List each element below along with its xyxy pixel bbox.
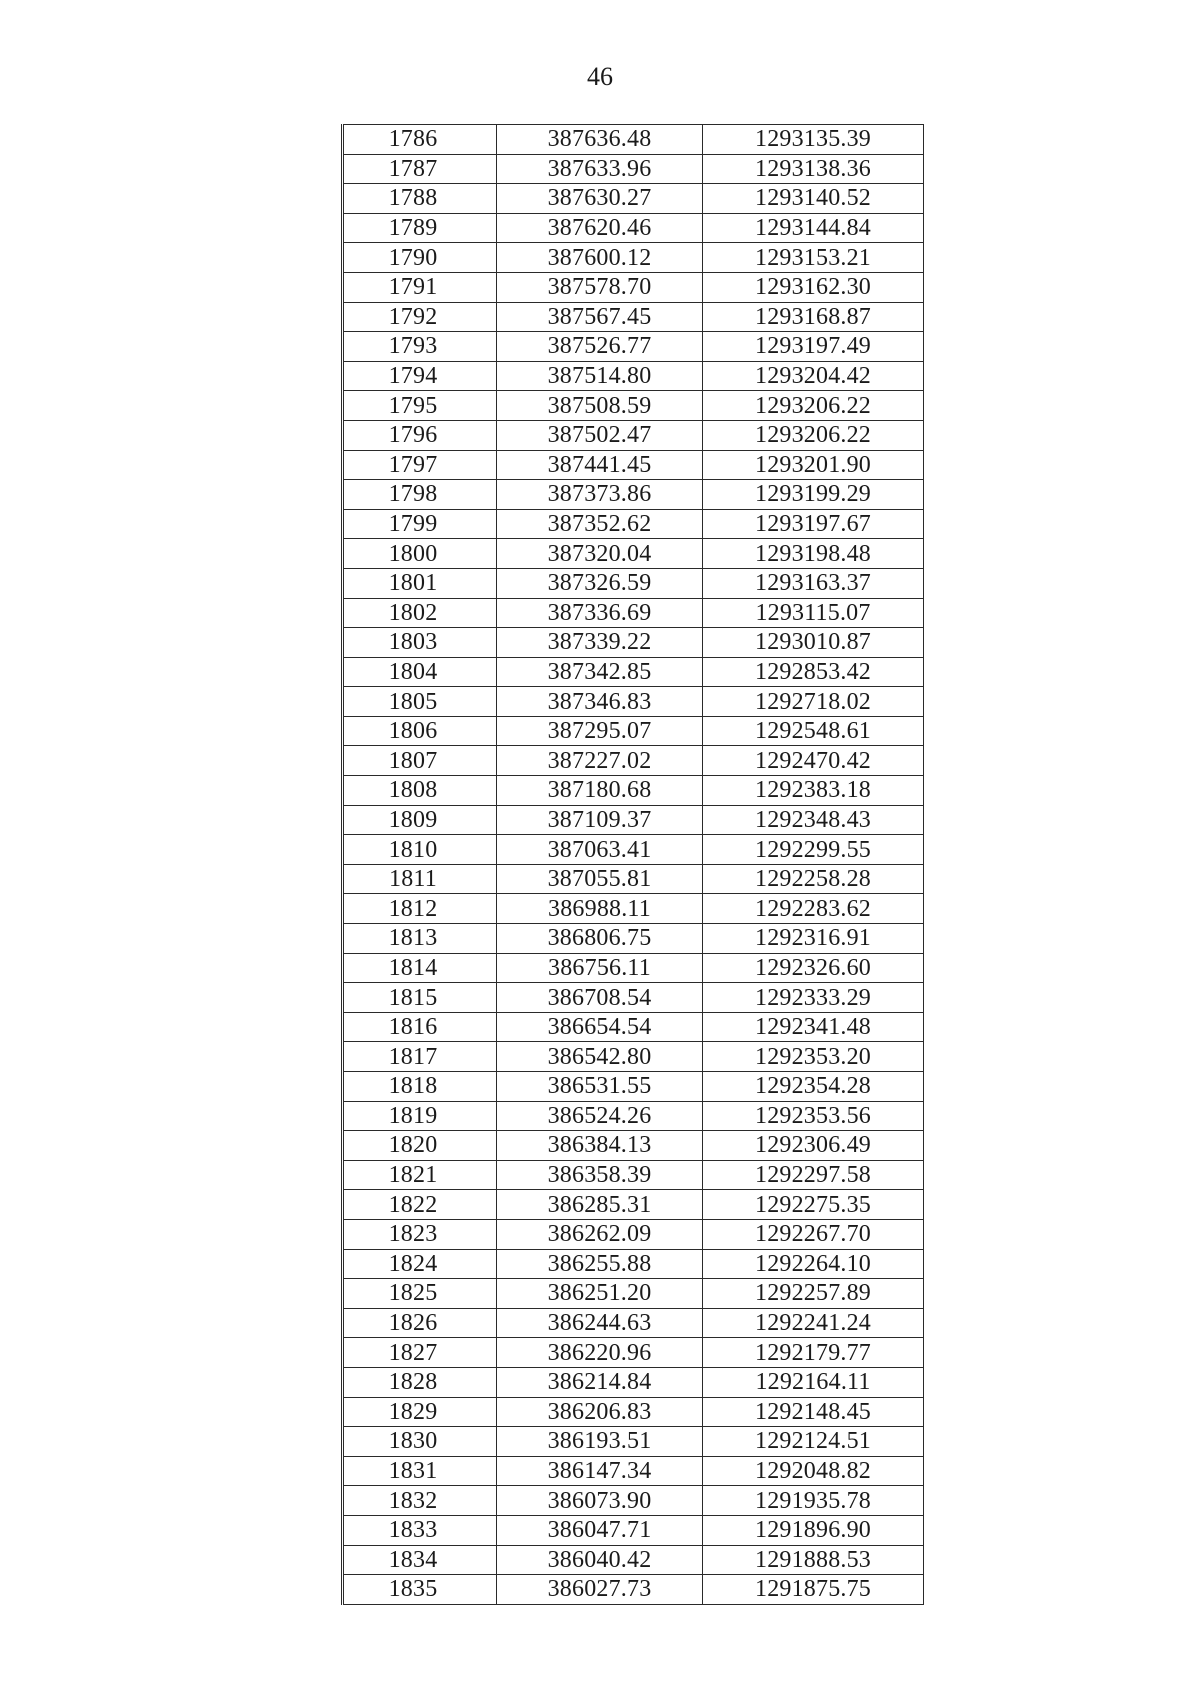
point-number-cell: 1792 (343, 302, 497, 332)
table-row (343, 539, 924, 569)
point-number-cell: 1816 (343, 1012, 497, 1042)
point-number-cell: 1835 (343, 1575, 497, 1605)
x-coordinate-cell: 387633.96 (497, 154, 703, 184)
point-number-cell: 1811 (343, 864, 497, 894)
table-row (343, 480, 924, 510)
point-number-cell: 1805 (343, 687, 497, 717)
point-number-cell: 1803 (343, 628, 497, 658)
point-number-cell: 1831 (343, 1456, 497, 1486)
y-coordinate-cell: 1292283.62 (703, 894, 924, 924)
table-row (343, 1160, 924, 1190)
point-number-cell: 1829 (343, 1397, 497, 1427)
x-coordinate-cell: 387336.69 (497, 598, 703, 628)
table-row (343, 1219, 924, 1249)
table-row (343, 894, 924, 924)
table-row (343, 1575, 924, 1605)
point-number-cell: 1800 (343, 539, 497, 569)
point-number-cell: 1797 (343, 450, 497, 480)
table-row (343, 272, 924, 302)
point-number-cell: 1834 (343, 1545, 497, 1575)
y-coordinate-cell: 1292333.29 (703, 983, 924, 1013)
y-coordinate-cell: 1292353.20 (703, 1042, 924, 1072)
point-number-cell: 1791 (343, 272, 497, 302)
table-row (343, 1338, 924, 1368)
table-row (343, 805, 924, 835)
y-coordinate-cell: 1292179.77 (703, 1338, 924, 1368)
table-row (343, 776, 924, 806)
table-row (343, 361, 924, 391)
point-number-cell: 1786 (343, 125, 497, 155)
table-row (343, 598, 924, 628)
y-coordinate-cell: 1293115.07 (703, 598, 924, 628)
table-row (343, 864, 924, 894)
point-number-cell: 1820 (343, 1131, 497, 1161)
table-row (343, 332, 924, 362)
x-coordinate-cell: 387620.46 (497, 213, 703, 243)
table-row (343, 1072, 924, 1102)
x-coordinate-cell: 386220.96 (497, 1338, 703, 1368)
point-number-cell: 1796 (343, 420, 497, 450)
x-coordinate-cell: 386262.09 (497, 1219, 703, 1249)
table-row (343, 125, 924, 155)
y-coordinate-cell: 1293010.87 (703, 628, 924, 658)
y-coordinate-cell: 1293153.21 (703, 243, 924, 273)
y-coordinate-cell: 1293197.49 (703, 332, 924, 362)
x-coordinate-cell: 386542.80 (497, 1042, 703, 1072)
point-number-cell: 1787 (343, 154, 497, 184)
x-coordinate-cell: 387578.70 (497, 272, 703, 302)
x-coordinate-cell: 387526.77 (497, 332, 703, 362)
table-row (343, 302, 924, 332)
y-coordinate-cell: 1292124.51 (703, 1427, 924, 1457)
y-coordinate-cell: 1293163.37 (703, 568, 924, 598)
x-coordinate-cell: 386358.39 (497, 1160, 703, 1190)
y-coordinate-cell: 1292354.28 (703, 1072, 924, 1102)
y-coordinate-cell: 1292341.48 (703, 1012, 924, 1042)
y-coordinate-cell: 1292148.45 (703, 1397, 924, 1427)
y-coordinate-cell: 1292299.55 (703, 835, 924, 865)
y-coordinate-cell: 1292267.70 (703, 1219, 924, 1249)
point-number-cell: 1801 (343, 568, 497, 598)
x-coordinate-cell: 387055.81 (497, 864, 703, 894)
point-number-cell: 1832 (343, 1486, 497, 1516)
x-coordinate-cell: 387502.47 (497, 420, 703, 450)
x-coordinate-cell: 386193.51 (497, 1427, 703, 1457)
y-coordinate-cell: 1292548.61 (703, 716, 924, 746)
x-coordinate-cell: 387514.80 (497, 361, 703, 391)
table-row (343, 953, 924, 983)
point-number-cell: 1810 (343, 835, 497, 865)
y-coordinate-cell: 1293140.52 (703, 184, 924, 214)
x-coordinate-cell: 387320.04 (497, 539, 703, 569)
x-coordinate-cell: 387342.85 (497, 657, 703, 687)
x-coordinate-cell: 387352.62 (497, 509, 703, 539)
y-coordinate-cell: 1292275.35 (703, 1190, 924, 1220)
point-number-cell: 1802 (343, 598, 497, 628)
y-coordinate-cell: 1292297.58 (703, 1160, 924, 1190)
y-coordinate-cell: 1293197.67 (703, 509, 924, 539)
point-number-cell: 1822 (343, 1190, 497, 1220)
table-row (343, 1042, 924, 1072)
table-row (343, 1545, 924, 1575)
point-number-cell: 1826 (343, 1308, 497, 1338)
x-coordinate-cell: 387441.45 (497, 450, 703, 480)
point-number-cell: 1827 (343, 1338, 497, 1368)
table-row (343, 657, 924, 687)
table-row (343, 1279, 924, 1309)
x-coordinate-cell: 386255.88 (497, 1249, 703, 1279)
y-coordinate-cell: 1291896.90 (703, 1515, 924, 1545)
point-number-cell: 1833 (343, 1515, 497, 1545)
y-coordinate-cell: 1292326.60 (703, 953, 924, 983)
x-coordinate-cell: 386206.83 (497, 1397, 703, 1427)
x-coordinate-cell: 386531.55 (497, 1072, 703, 1102)
x-coordinate-cell: 386285.31 (497, 1190, 703, 1220)
point-number-cell: 1821 (343, 1160, 497, 1190)
x-coordinate-cell: 386040.42 (497, 1545, 703, 1575)
table-row (343, 1367, 924, 1397)
table-row (343, 1427, 924, 1457)
y-coordinate-cell: 1293138.36 (703, 154, 924, 184)
point-number-cell: 1828 (343, 1367, 497, 1397)
x-coordinate-cell: 386524.26 (497, 1101, 703, 1131)
x-coordinate-cell: 386251.20 (497, 1279, 703, 1309)
y-coordinate-cell: 1293162.30 (703, 272, 924, 302)
x-coordinate-cell: 387063.41 (497, 835, 703, 865)
table-row (343, 509, 924, 539)
x-coordinate-cell: 386756.11 (497, 953, 703, 983)
y-coordinate-cell: 1293199.29 (703, 480, 924, 510)
table-row (343, 243, 924, 273)
x-coordinate-cell: 387508.59 (497, 391, 703, 421)
table-row (343, 835, 924, 865)
table-row (343, 1101, 924, 1131)
point-number-cell: 1808 (343, 776, 497, 806)
point-number-cell: 1790 (343, 243, 497, 273)
point-number-cell: 1814 (343, 953, 497, 983)
x-coordinate-cell: 387636.48 (497, 125, 703, 155)
y-coordinate-cell: 1292258.28 (703, 864, 924, 894)
y-coordinate-cell: 1292306.49 (703, 1131, 924, 1161)
point-number-cell: 1806 (343, 716, 497, 746)
y-coordinate-cell: 1292470.42 (703, 746, 924, 776)
x-coordinate-cell: 387180.68 (497, 776, 703, 806)
y-coordinate-cell: 1293204.42 (703, 361, 924, 391)
table-row (343, 983, 924, 1013)
x-coordinate-cell: 386384.13 (497, 1131, 703, 1161)
table-row (343, 420, 924, 450)
table-row (343, 1012, 924, 1042)
table-row (343, 716, 924, 746)
table-row (343, 687, 924, 717)
table-row (343, 1515, 924, 1545)
table-row (343, 568, 924, 598)
point-number-cell: 1788 (343, 184, 497, 214)
table-row (343, 154, 924, 184)
y-coordinate-cell: 1293206.22 (703, 420, 924, 450)
y-coordinate-cell: 1292353.56 (703, 1101, 924, 1131)
point-number-cell: 1804 (343, 657, 497, 687)
table-row (343, 1397, 924, 1427)
x-coordinate-cell: 386027.73 (497, 1575, 703, 1605)
x-coordinate-cell: 387227.02 (497, 746, 703, 776)
y-coordinate-cell: 1292853.42 (703, 657, 924, 687)
y-coordinate-cell: 1292718.02 (703, 687, 924, 717)
table-row (343, 924, 924, 954)
y-coordinate-cell: 1292164.11 (703, 1367, 924, 1397)
point-number-cell: 1818 (343, 1072, 497, 1102)
point-number-cell: 1812 (343, 894, 497, 924)
x-coordinate-cell: 386654.54 (497, 1012, 703, 1042)
y-coordinate-cell: 1292264.10 (703, 1249, 924, 1279)
x-coordinate-cell: 386988.11 (497, 894, 703, 924)
y-coordinate-cell: 1291935.78 (703, 1486, 924, 1516)
point-number-cell: 1799 (343, 509, 497, 539)
y-coordinate-cell: 1293144.84 (703, 213, 924, 243)
table-row (343, 213, 924, 243)
point-number-cell: 1824 (343, 1249, 497, 1279)
table-row (343, 184, 924, 214)
y-coordinate-cell: 1293201.90 (703, 450, 924, 480)
x-coordinate-cell: 386047.71 (497, 1515, 703, 1545)
y-coordinate-cell: 1293135.39 (703, 125, 924, 155)
y-coordinate-cell: 1292048.82 (703, 1456, 924, 1486)
table-row (343, 1190, 924, 1220)
table-row (343, 1249, 924, 1279)
x-coordinate-cell: 387295.07 (497, 716, 703, 746)
table-row (343, 628, 924, 658)
y-coordinate-cell: 1292241.24 (703, 1308, 924, 1338)
x-coordinate-cell: 387346.83 (497, 687, 703, 717)
point-number-cell: 1795 (343, 391, 497, 421)
x-coordinate-cell: 386073.90 (497, 1486, 703, 1516)
x-coordinate-cell: 386708.54 (497, 983, 703, 1013)
x-coordinate-cell: 387326.59 (497, 568, 703, 598)
y-coordinate-cell: 1292257.89 (703, 1279, 924, 1309)
table-row (343, 450, 924, 480)
point-number-cell: 1830 (343, 1427, 497, 1457)
x-coordinate-cell: 387600.12 (497, 243, 703, 273)
y-coordinate-cell: 1293206.22 (703, 391, 924, 421)
coordinates-table (341, 124, 924, 1605)
x-coordinate-cell: 386214.84 (497, 1367, 703, 1397)
table-row (343, 1456, 924, 1486)
point-number-cell: 1819 (343, 1101, 497, 1131)
point-number-cell: 1789 (343, 213, 497, 243)
point-number-cell: 1794 (343, 361, 497, 391)
point-number-cell: 1817 (343, 1042, 497, 1072)
point-number-cell: 1793 (343, 332, 497, 362)
y-coordinate-cell: 1291875.75 (703, 1575, 924, 1605)
y-coordinate-cell: 1293198.48 (703, 539, 924, 569)
x-coordinate-cell: 386147.34 (497, 1456, 703, 1486)
x-coordinate-cell: 387630.27 (497, 184, 703, 214)
y-coordinate-cell: 1291888.53 (703, 1545, 924, 1575)
point-number-cell: 1798 (343, 480, 497, 510)
point-number-cell: 1823 (343, 1219, 497, 1249)
point-number-cell: 1809 (343, 805, 497, 835)
x-coordinate-cell: 387373.86 (497, 480, 703, 510)
point-number-cell: 1815 (343, 983, 497, 1013)
point-number-cell: 1813 (343, 924, 497, 954)
y-coordinate-cell: 1292348.43 (703, 805, 924, 835)
y-coordinate-cell: 1292383.18 (703, 776, 924, 806)
x-coordinate-cell: 386806.75 (497, 924, 703, 954)
table-row (343, 391, 924, 421)
x-coordinate-cell: 387567.45 (497, 302, 703, 332)
table-row (343, 746, 924, 776)
page-number: 46 (587, 62, 613, 91)
x-coordinate-cell: 386244.63 (497, 1308, 703, 1338)
table-row (343, 1308, 924, 1338)
y-coordinate-cell: 1293168.87 (703, 302, 924, 332)
point-number-cell: 1807 (343, 746, 497, 776)
table-row (343, 1486, 924, 1516)
coordinates-table-body (343, 125, 924, 1605)
y-coordinate-cell: 1292316.91 (703, 924, 924, 954)
table-row (343, 1131, 924, 1161)
x-coordinate-cell: 387109.37 (497, 805, 703, 835)
x-coordinate-cell: 387339.22 (497, 628, 703, 658)
point-number-cell: 1825 (343, 1279, 497, 1309)
